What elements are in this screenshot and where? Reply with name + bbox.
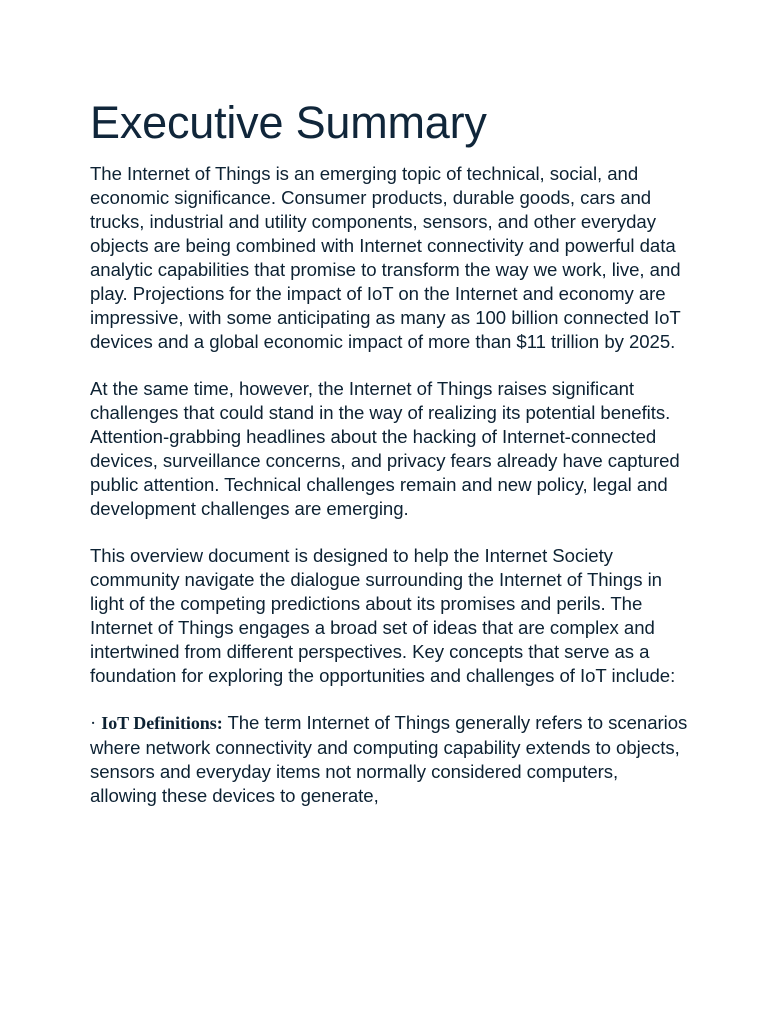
paragraph-intro: The Internet of Things is an emerging topic of technical, social, and economic significance. Consumer products, durable goods, cars and trucks, industrial and utility components, sensors, and other everyday objects are being combined with Internet connectivity and powerful data analytic capabilities that promise to transform the way we work, live, and play. Projections for the impact of IoT on the Internet and economy are impressive, with some anticipating as many as 100 billion connected IoT devices and a global economic impact of more than $11 trillion by 2025.	[90, 163, 681, 352]
page-title: Executive Summary	[90, 97, 487, 148]
paragraph-challenges: At the same time, however, the Internet of Things raises significant challenges that could stand in the way of realizing its potential benefits. Attention-grabbing headlines about the hacking of Internet-connected devices, surveillance concerns, and privacy fears already have captured public attention. Technical challenges remain and new policy, legal and development challenges are emerging.	[90, 378, 680, 519]
paragraph-overview: This overview document is designed to help the Internet Society community navigate the dialogue surrounding the Internet of Things in light of the competing predictions about its promises and perils. The Internet of Things engages a broad set of ideas that are complex and intertwined from different perspectives. Key concepts that serve as a foundation for exploring the opportunities and challenges of IoT include:	[90, 545, 676, 686]
bullet-item-iot-definitions	[90, 711, 690, 808]
bullet-text: The term Internet of Things generally refers to scenarios where network connectivity and computing capability extends to objects, sensors and everyday items not normally considered computers, allowing these devices to generate,	[90, 712, 688, 806]
bullet-marker: ·	[90, 713, 97, 734]
document-body	[90, 97, 690, 831]
bullet-term: IoT Definitions:	[101, 713, 223, 733]
